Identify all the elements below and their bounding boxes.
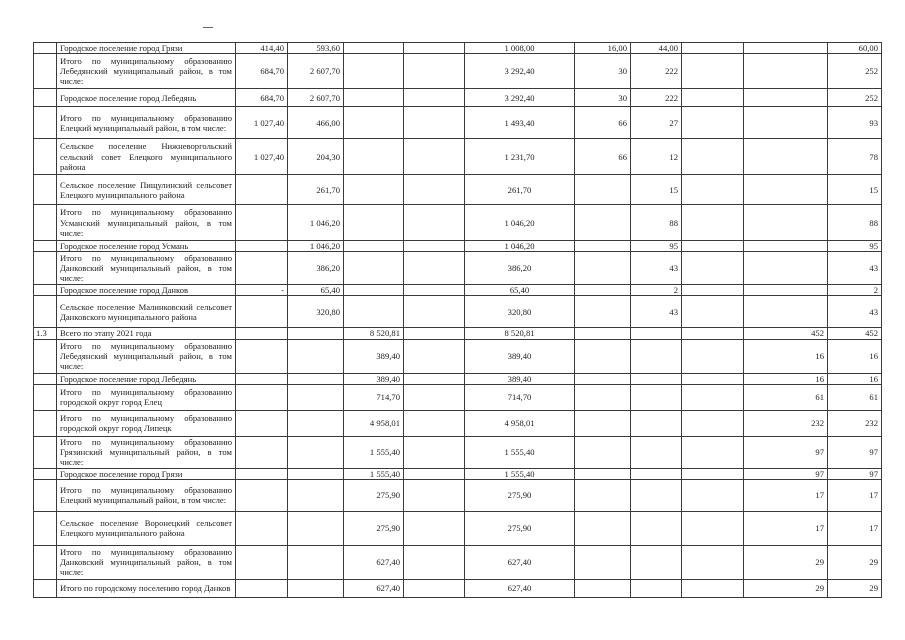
table-row xyxy=(34,205,882,241)
value-cell-c5 xyxy=(575,339,631,373)
row-name-cell: Сельское поселение Пищулинский сельсовет Елецкого муниципального района xyxy=(57,175,236,205)
value-cell-c4: 8 520,81 xyxy=(465,328,575,339)
value-cell-c1 xyxy=(236,436,288,468)
value-cell-c3 xyxy=(344,296,404,328)
value-cell-c3 xyxy=(344,54,404,89)
value-cell-c5 xyxy=(575,468,631,479)
value-cell-c6: 222 xyxy=(631,54,682,89)
value-cell-c3: 627,40 xyxy=(344,545,404,579)
empty-cell xyxy=(404,436,465,468)
empty-cell xyxy=(682,43,744,54)
empty-cell xyxy=(682,410,744,436)
value-cell-c1: 1 027,40 xyxy=(236,107,288,139)
value-cell-c3 xyxy=(344,241,404,252)
row-index-cell xyxy=(34,205,57,241)
row-name-cell: Итого по муниципальному образованию Усманский муниципальный район, в том числе: xyxy=(57,205,236,241)
table-row xyxy=(34,107,882,139)
table-row xyxy=(34,175,882,205)
value-cell-c2 xyxy=(288,384,344,410)
value-cell-c2: 320,80 xyxy=(288,296,344,328)
row-name-cell: Итого по муниципальному образованию Данковский муниципальный район, в том числе: xyxy=(57,252,236,285)
value-cell-c1 xyxy=(236,384,288,410)
empty-cell xyxy=(404,205,465,241)
value-cell-c2 xyxy=(288,339,344,373)
value-cell-c7 xyxy=(744,296,828,328)
row-index-cell xyxy=(34,468,57,479)
empty-cell xyxy=(682,436,744,468)
empty-cell xyxy=(682,54,744,89)
value-cell-c1 xyxy=(236,205,288,241)
value-cell-c7: 16 xyxy=(744,339,828,373)
value-cell-c2: 1 046,20 xyxy=(288,205,344,241)
value-cell-c8: 29 xyxy=(828,579,882,597)
value-cell-c7: 16 xyxy=(744,373,828,384)
value-cell-c8: 16 xyxy=(828,373,882,384)
value-cell-c8: 61 xyxy=(828,384,882,410)
value-cell-c2: 466,00 xyxy=(288,107,344,139)
table-row xyxy=(34,479,882,511)
value-cell-c6 xyxy=(631,511,682,545)
value-cell-c1 xyxy=(236,241,288,252)
value-cell-c2: 204,30 xyxy=(288,139,344,175)
value-cell-c8: 252 xyxy=(828,89,882,107)
value-cell-c4: 627,40 xyxy=(465,545,575,579)
value-cell-c5 xyxy=(575,479,631,511)
value-cell-c6: 95 xyxy=(631,241,682,252)
value-cell-c7 xyxy=(744,54,828,89)
value-cell-c4: 1 046,20 xyxy=(465,205,575,241)
empty-cell xyxy=(404,339,465,373)
empty-cell xyxy=(404,285,465,296)
value-cell-c6: 15 xyxy=(631,175,682,205)
value-cell-c6 xyxy=(631,384,682,410)
value-cell-c2: 2 607,70 xyxy=(288,54,344,89)
value-cell-c4: 1 231,70 xyxy=(465,139,575,175)
value-cell-c2 xyxy=(288,468,344,479)
value-cell-c2 xyxy=(288,436,344,468)
value-cell-c6: 44,00 xyxy=(631,43,682,54)
value-cell-c8: 60,00 xyxy=(828,43,882,54)
value-cell-c5: 30 xyxy=(575,89,631,107)
value-cell-c8: 452 xyxy=(828,328,882,339)
value-cell-c5 xyxy=(575,410,631,436)
value-cell-c7 xyxy=(744,107,828,139)
value-cell-c1: 684,70 xyxy=(236,54,288,89)
value-cell-c3: 8 520,81 xyxy=(344,328,404,339)
value-cell-c4: 1 555,40 xyxy=(465,468,575,479)
row-index-cell xyxy=(34,43,57,54)
value-cell-c7: 232 xyxy=(744,410,828,436)
row-name-cell: Итого по муниципальному образованию Елецкий муниципальный район, в том числе: xyxy=(57,479,236,511)
row-name-cell: Итого по муниципальному образованию городской округ город Липецк xyxy=(57,410,236,436)
value-cell-c3: 4 958,01 xyxy=(344,410,404,436)
value-cell-c8: 97 xyxy=(828,436,882,468)
value-cell-c7 xyxy=(744,285,828,296)
value-cell-c2 xyxy=(288,579,344,597)
value-cell-c7 xyxy=(744,241,828,252)
value-cell-c2: 65,40 xyxy=(288,285,344,296)
value-cell-c1 xyxy=(236,479,288,511)
value-cell-c8: 95 xyxy=(828,241,882,252)
table-row xyxy=(34,468,882,479)
empty-cell xyxy=(404,579,465,597)
value-cell-c6 xyxy=(631,479,682,511)
value-cell-c7 xyxy=(744,139,828,175)
row-name-cell: Итого по муниципальному образованию Лебедянский муниципальный район, в том числе: xyxy=(57,54,236,89)
value-cell-c6: 27 xyxy=(631,107,682,139)
row-index-cell xyxy=(34,479,57,511)
table-row xyxy=(34,373,882,384)
value-cell-c5 xyxy=(575,241,631,252)
value-cell-c2: 593,60 xyxy=(288,43,344,54)
value-cell-c8: 78 xyxy=(828,139,882,175)
row-index-cell: 1.3 xyxy=(34,328,57,339)
row-name-cell: Итого по муниципальному образованию Лебедянский муниципальный район, в том числе: xyxy=(57,339,236,373)
value-cell-c7: 29 xyxy=(744,579,828,597)
row-index-cell xyxy=(34,410,57,436)
value-cell-c6 xyxy=(631,410,682,436)
value-cell-c4: 714,70 xyxy=(465,384,575,410)
value-cell-c5: 66 xyxy=(575,107,631,139)
row-name-cell: Городское поселение город Лебедянь xyxy=(57,89,236,107)
row-name-cell: Сельское поселение Воронецкий сельсовет Елецкого муниципального района xyxy=(57,511,236,545)
empty-cell xyxy=(404,328,465,339)
empty-cell xyxy=(682,296,744,328)
empty-cell xyxy=(682,241,744,252)
value-cell-c5 xyxy=(575,205,631,241)
value-cell-c7: 29 xyxy=(744,545,828,579)
table-row xyxy=(34,384,882,410)
value-cell-c6 xyxy=(631,468,682,479)
value-cell-c1 xyxy=(236,373,288,384)
value-cell-c2 xyxy=(288,410,344,436)
value-cell-c4: 627,40 xyxy=(465,579,575,597)
value-cell-c3 xyxy=(344,252,404,285)
empty-cell xyxy=(682,89,744,107)
value-cell-c1: 1 027,40 xyxy=(236,139,288,175)
value-cell-c3 xyxy=(344,175,404,205)
value-cell-c4: 1 046,20 xyxy=(465,241,575,252)
value-cell-c4: 3 292,40 xyxy=(465,89,575,107)
value-cell-c2 xyxy=(288,373,344,384)
value-cell-c4: 389,40 xyxy=(465,339,575,373)
value-cell-c8: 88 xyxy=(828,205,882,241)
value-cell-c2: 1 046,20 xyxy=(288,241,344,252)
value-cell-c4: 3 292,40 xyxy=(465,54,575,89)
value-cell-c1 xyxy=(236,511,288,545)
value-cell-c8: 93 xyxy=(828,107,882,139)
value-cell-c6: 2 xyxy=(631,285,682,296)
value-cell-c7 xyxy=(744,175,828,205)
value-cell-c6 xyxy=(631,328,682,339)
value-cell-c3 xyxy=(344,43,404,54)
table-body xyxy=(34,43,882,598)
table-row xyxy=(34,285,882,296)
table-row xyxy=(34,89,882,107)
row-name-cell: Итого по муниципальному образованию городской округ город Елец xyxy=(57,384,236,410)
value-cell-c4: 275,90 xyxy=(465,479,575,511)
value-cell-c3 xyxy=(344,89,404,107)
value-cell-c4: 261,70 xyxy=(465,175,575,205)
value-cell-c3: 1 555,40 xyxy=(344,436,404,468)
value-cell-c4: 320,80 xyxy=(465,296,575,328)
row-index-cell xyxy=(34,384,57,410)
row-index-cell xyxy=(34,511,57,545)
value-cell-c8: 232 xyxy=(828,410,882,436)
row-name-cell: Городское поселение город Грязи xyxy=(57,468,236,479)
table-row xyxy=(34,43,882,54)
value-cell-c8: 29 xyxy=(828,545,882,579)
value-cell-c4: 1 555,40 xyxy=(465,436,575,468)
value-cell-c7: 97 xyxy=(744,436,828,468)
empty-cell xyxy=(404,384,465,410)
empty-cell xyxy=(682,468,744,479)
value-cell-c5 xyxy=(575,285,631,296)
table-row xyxy=(34,296,882,328)
value-cell-c3 xyxy=(344,205,404,241)
row-index-cell xyxy=(34,175,57,205)
value-cell-c3: 275,90 xyxy=(344,511,404,545)
empty-cell xyxy=(404,468,465,479)
value-cell-c6: 222 xyxy=(631,89,682,107)
value-cell-c8: 17 xyxy=(828,511,882,545)
value-cell-c5: 30 xyxy=(575,54,631,89)
value-cell-c3: 1 555,40 xyxy=(344,468,404,479)
value-cell-c6: 43 xyxy=(631,296,682,328)
empty-cell xyxy=(682,139,744,175)
value-cell-c1: - xyxy=(236,285,288,296)
empty-cell xyxy=(682,384,744,410)
value-cell-c2: 2 607,70 xyxy=(288,89,344,107)
value-cell-c3 xyxy=(344,285,404,296)
value-cell-c5: 66 xyxy=(575,139,631,175)
empty-cell xyxy=(682,373,744,384)
value-cell-c4: 4 958,01 xyxy=(465,410,575,436)
value-cell-c5 xyxy=(575,252,631,285)
value-cell-c2: 261,70 xyxy=(288,175,344,205)
value-cell-c3 xyxy=(344,107,404,139)
row-name-cell: Городское поселение город Грязи xyxy=(57,43,236,54)
row-index-cell xyxy=(34,545,57,579)
row-index-cell xyxy=(34,89,57,107)
value-cell-c2: 386,20 xyxy=(288,252,344,285)
empty-cell xyxy=(404,89,465,107)
empty-cell xyxy=(404,373,465,384)
value-cell-c5 xyxy=(575,373,631,384)
empty-cell xyxy=(682,328,744,339)
value-cell-c8: 2 xyxy=(828,285,882,296)
value-cell-c2 xyxy=(288,328,344,339)
value-cell-c7 xyxy=(744,205,828,241)
value-cell-c3: 714,70 xyxy=(344,384,404,410)
empty-cell xyxy=(682,339,744,373)
row-name-cell: Всего по этапу 2021 года xyxy=(57,328,236,339)
row-index-cell xyxy=(34,373,57,384)
empty-cell xyxy=(404,175,465,205)
value-cell-c5 xyxy=(575,384,631,410)
value-cell-c1 xyxy=(236,252,288,285)
empty-cell xyxy=(404,107,465,139)
row-index-cell xyxy=(34,54,57,89)
value-cell-c8: 252 xyxy=(828,54,882,89)
table-row xyxy=(34,241,882,252)
value-cell-c1 xyxy=(236,545,288,579)
value-cell-c1 xyxy=(236,328,288,339)
value-cell-c6 xyxy=(631,579,682,597)
empty-cell xyxy=(682,175,744,205)
value-cell-c2 xyxy=(288,511,344,545)
table-row xyxy=(34,410,882,436)
value-cell-c6: 88 xyxy=(631,205,682,241)
row-index-cell xyxy=(34,139,57,175)
value-cell-c6: 12 xyxy=(631,139,682,175)
row-name-cell: Сельское поселение Нижневоргольский сельский совет Елецкого муниципального района xyxy=(57,139,236,175)
value-cell-c7 xyxy=(744,252,828,285)
value-cell-c1 xyxy=(236,410,288,436)
value-cell-c7: 61 xyxy=(744,384,828,410)
table-row xyxy=(34,545,882,579)
row-index-cell xyxy=(34,252,57,285)
value-cell-c3: 275,90 xyxy=(344,479,404,511)
value-cell-c4: 275,90 xyxy=(465,511,575,545)
value-cell-c7: 17 xyxy=(744,511,828,545)
value-cell-c7 xyxy=(744,43,828,54)
value-cell-c5 xyxy=(575,579,631,597)
value-cell-c1: 684,70 xyxy=(236,89,288,107)
value-cell-c8: 17 xyxy=(828,479,882,511)
empty-cell xyxy=(404,241,465,252)
value-cell-c4: 1 008,00 xyxy=(465,43,575,54)
value-cell-c5 xyxy=(575,296,631,328)
row-name-cell: Итого по муниципальному образованию Грязинский муниципальный район, в том числе: xyxy=(57,436,236,468)
table-row xyxy=(34,54,882,89)
row-name-cell: Сельское поселение Малинковский сельсовет Данковского муниципального района xyxy=(57,296,236,328)
empty-cell xyxy=(682,252,744,285)
empty-cell xyxy=(404,139,465,175)
row-name-cell: Городское поселение город Лебедянь xyxy=(57,373,236,384)
empty-cell xyxy=(404,296,465,328)
row-index-cell xyxy=(34,296,57,328)
row-name-cell: Итого по муниципальному образованию Елецкий муниципальный район, в том числе: xyxy=(57,107,236,139)
value-cell-c8: 97 xyxy=(828,468,882,479)
empty-cell xyxy=(682,479,744,511)
value-cell-c8: 43 xyxy=(828,296,882,328)
row-index-cell xyxy=(34,241,57,252)
table-row xyxy=(34,328,882,339)
value-cell-c6 xyxy=(631,436,682,468)
table-row xyxy=(34,579,882,597)
row-index-cell xyxy=(34,579,57,597)
row-name-cell: Итого по городскому поселению город Данков xyxy=(57,579,236,597)
value-cell-c6 xyxy=(631,339,682,373)
empty-cell xyxy=(682,205,744,241)
table-row xyxy=(34,252,882,285)
value-cell-c1 xyxy=(236,468,288,479)
value-cell-c6: 43 xyxy=(631,252,682,285)
table-row xyxy=(34,139,882,175)
value-cell-c4: 389,40 xyxy=(465,373,575,384)
value-cell-c5: 16,00 xyxy=(575,43,631,54)
empty-cell xyxy=(682,579,744,597)
value-cell-c7: 17 xyxy=(744,479,828,511)
value-cell-c3: 389,40 xyxy=(344,339,404,373)
value-cell-c8: 43 xyxy=(828,252,882,285)
value-cell-c1 xyxy=(236,296,288,328)
value-cell-c2 xyxy=(288,545,344,579)
empty-cell xyxy=(404,43,465,54)
table-row xyxy=(34,511,882,545)
row-index-cell xyxy=(34,339,57,373)
row-name-cell: Городское поселение город Данков xyxy=(57,285,236,296)
value-cell-c7: 452 xyxy=(744,328,828,339)
row-index-cell xyxy=(34,436,57,468)
value-cell-c3 xyxy=(344,139,404,175)
value-cell-c8: 15 xyxy=(828,175,882,205)
value-cell-c5 xyxy=(575,328,631,339)
value-cell-c4: 1 493,40 xyxy=(465,107,575,139)
data-table xyxy=(33,42,882,598)
value-cell-c4: 65,40 xyxy=(465,285,575,296)
value-cell-c6 xyxy=(631,373,682,384)
scan-mark xyxy=(203,27,213,28)
empty-cell xyxy=(404,511,465,545)
value-cell-c2 xyxy=(288,479,344,511)
row-name-cell: Городское поселение город Усмань xyxy=(57,241,236,252)
value-cell-c7: 97 xyxy=(744,468,828,479)
value-cell-c5 xyxy=(575,436,631,468)
empty-cell xyxy=(404,252,465,285)
empty-cell xyxy=(404,410,465,436)
value-cell-c1 xyxy=(236,579,288,597)
empty-cell xyxy=(682,545,744,579)
row-index-cell xyxy=(34,285,57,296)
value-cell-c3: 627,40 xyxy=(344,579,404,597)
value-cell-c4: 386,20 xyxy=(465,252,575,285)
empty-cell xyxy=(682,107,744,139)
empty-cell xyxy=(404,479,465,511)
empty-cell xyxy=(404,54,465,89)
value-cell-c1 xyxy=(236,339,288,373)
value-cell-c6 xyxy=(631,545,682,579)
empty-cell xyxy=(682,285,744,296)
value-cell-c5 xyxy=(575,175,631,205)
row-index-cell xyxy=(34,107,57,139)
value-cell-c5 xyxy=(575,545,631,579)
value-cell-c3: 389,40 xyxy=(344,373,404,384)
value-cell-c1 xyxy=(236,175,288,205)
value-cell-c8: 16 xyxy=(828,339,882,373)
table-row xyxy=(34,436,882,468)
value-cell-c1: 414,40 xyxy=(236,43,288,54)
row-name-cell: Итого по муниципальному образованию Данковский муниципальный район, в том числе: xyxy=(57,545,236,579)
value-cell-c7 xyxy=(744,89,828,107)
table-row xyxy=(34,339,882,373)
empty-cell xyxy=(404,545,465,579)
value-cell-c5 xyxy=(575,511,631,545)
empty-cell xyxy=(682,511,744,545)
